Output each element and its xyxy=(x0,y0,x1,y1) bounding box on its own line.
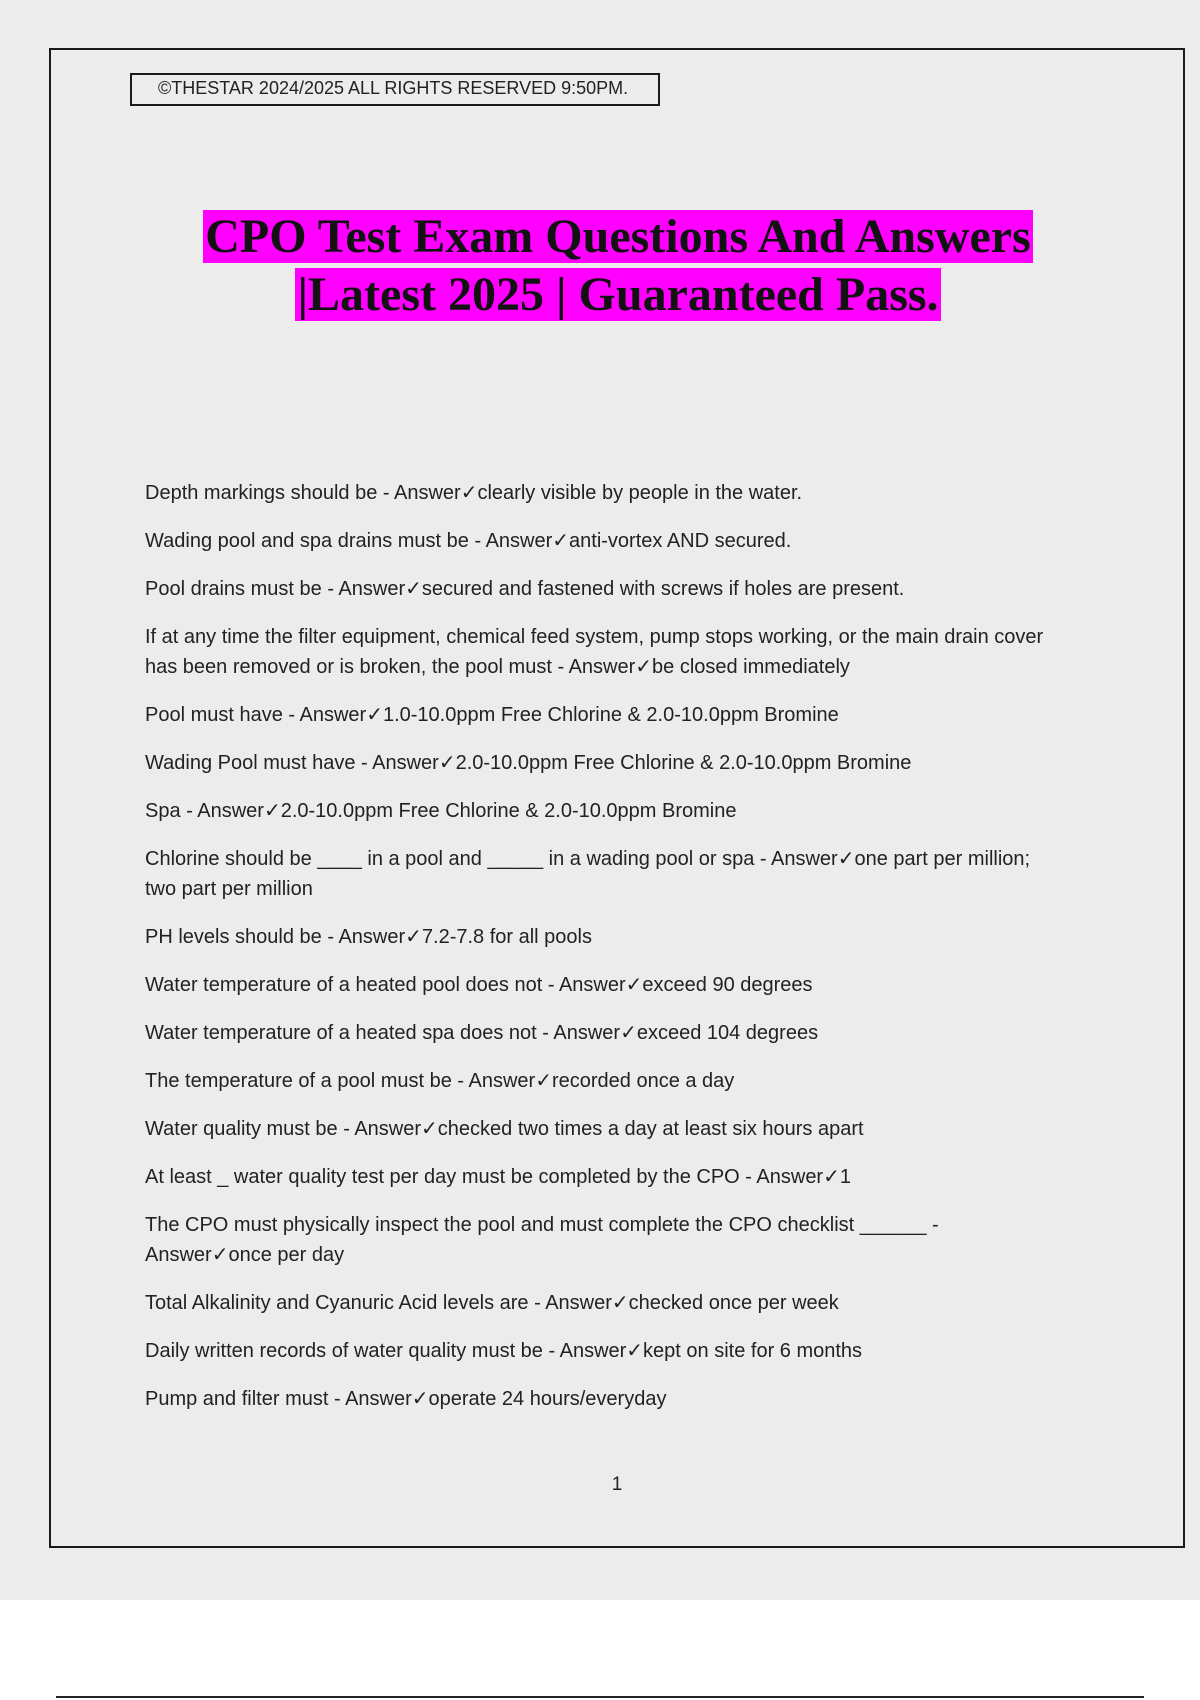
title-line-1: CPO Test Exam Questions And Answers xyxy=(205,210,1031,263)
title-line-2: |Latest 2025 | Guaranteed Pass. xyxy=(297,268,939,321)
qa-item: Water quality must be - Answer✓checked two times a day at least six hours apart xyxy=(145,1118,864,1140)
footer-divider xyxy=(56,1696,1144,1698)
qa-item: Pump and filter must - Answer✓operate 24 hours/everyday xyxy=(145,1388,667,1410)
qa-item: Spa - Answer✓2.0-10.0ppm Free Chlorine & 2.0-10.0ppm Bromine xyxy=(145,800,737,822)
qa-item: Daily written records of water quality must be - Answer✓kept on site for 6 months xyxy=(145,1340,863,1362)
qa-item: The CPO must physically inspect the pool and must complete the CPO checklist ______ - Answer✓once per day xyxy=(145,1214,939,1266)
copyright-notice: ©THESTAR 2024/2025 ALL RIGHTS RESERVED 9:50PM. xyxy=(130,73,660,106)
qa-item: Wading Pool must have - Answer✓2.0-10.0ppm Free Chlorine & 2.0-10.0ppm Bromine xyxy=(145,752,912,774)
qa-item: If at any time the filter equipment, chemical feed system, pump stops working, or the main drain cover has been removed or is broken, the pool must - Answer✓be closed immediately xyxy=(145,626,1044,678)
document-title xyxy=(130,208,1106,324)
page-number: 1 xyxy=(611,1474,623,1495)
qa-list xyxy=(145,478,1065,1432)
qa-item: Water temperature of a heated pool does not - Answer✓exceed 90 degrees xyxy=(145,974,813,996)
qa-item: Total Alkalinity and Cyanuric Acid levels are - Answer✓checked once per week xyxy=(145,1292,839,1314)
qa-item: PH levels should be - Answer✓7.2-7.8 for all pools xyxy=(145,926,592,948)
qa-item: Chlorine should be ____ in a pool and _____ in a wading pool or spa - Answer✓one part per million; two part per million xyxy=(145,848,1031,900)
qa-item: Pool must have - Answer✓1.0-10.0ppm Free Chlorine & 2.0-10.0ppm Bromine xyxy=(145,704,839,726)
qa-item: Depth markings should be - Answer✓clearly visible by people in the water. xyxy=(145,482,803,504)
qa-item: Wading pool and spa drains must be - Answer✓anti-vortex AND secured. xyxy=(145,530,792,552)
qa-item: The temperature of a pool must be - Answer✓recorded once a day xyxy=(145,1070,735,1092)
qa-item: At least _ water quality test per day must be completed by the CPO - Answer✓1 xyxy=(145,1166,851,1188)
qa-item: Pool drains must be - Answer✓secured and fastened with screws if holes are present. xyxy=(145,578,905,600)
qa-item: Water temperature of a heated spa does not - Answer✓exceed 104 degrees xyxy=(145,1022,819,1044)
